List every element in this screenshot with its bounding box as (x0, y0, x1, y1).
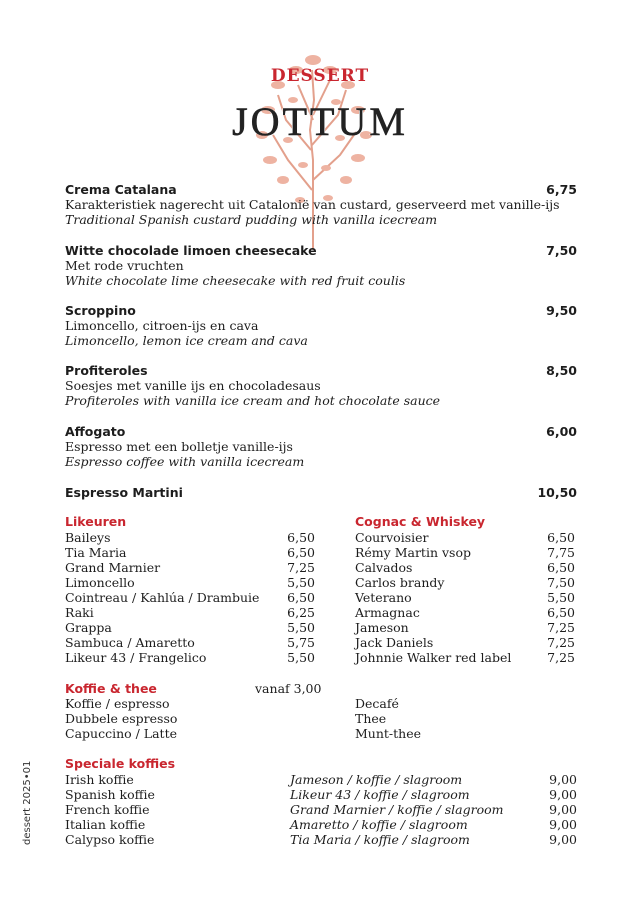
item-name: Limoncello (65, 575, 135, 590)
dish-name: Espresso Martini (65, 485, 183, 500)
item-name: Spanish koffie (65, 787, 155, 802)
dish-name: Witte chocolade limoen cheesecake (65, 243, 317, 258)
item-price: 5,50 (547, 590, 575, 605)
list-item (65, 575, 315, 590)
item-description: Amaretto / koffie / slagroom (290, 817, 468, 832)
item-description: Likeur 43 / koffie / slagroom (290, 787, 470, 802)
dish-description-en: Profiteroles with vanilla ice cream and hot chocolate sauce (65, 393, 441, 408)
list-item (355, 650, 575, 665)
list-item (65, 605, 315, 620)
list-item (65, 832, 577, 847)
likeuren-title: Likeuren (65, 514, 127, 529)
item-name: Tia Maria (65, 545, 127, 560)
dish-price: 8,50 (546, 363, 577, 378)
section-label: DESSERT (270, 66, 370, 86)
item-name: Irish koffie (65, 772, 134, 787)
item-name: Rémy Martin vsop (355, 545, 471, 560)
dish-item (65, 303, 577, 348)
dish-description-nl: Espresso met een bolletje vanille-ijs (65, 439, 293, 454)
list-item: Decafé (355, 696, 399, 711)
brand-logo: JOTTUM (232, 99, 408, 144)
item-price: 7,25 (547, 650, 575, 665)
item-price: 7,75 (547, 545, 575, 560)
item-price: 9,00 (549, 832, 577, 847)
item-price: 6,50 (287, 530, 315, 545)
list-item: Koffie / espresso (65, 696, 170, 711)
item-price: 6,50 (547, 530, 575, 545)
item-name: Jack Daniels (355, 635, 434, 650)
dish-item (65, 485, 577, 500)
list-item (355, 560, 575, 575)
dish-description-nl: Soesjes met vanille ijs en chocoladesaus (65, 378, 321, 393)
dish-description-nl: Met rode vruchten (65, 258, 184, 273)
item-price: 7,25 (287, 560, 315, 575)
dish-name: Affogato (65, 424, 126, 439)
item-description: Jameson / koffie / slagroom (290, 772, 463, 787)
item-price: 7,25 (547, 635, 575, 650)
list-item (355, 545, 575, 560)
item-name: Sambuca / Amaretto (65, 635, 195, 650)
item-price: 5,50 (287, 650, 315, 665)
item-name: Veterano (355, 590, 412, 605)
list-item: Dubbele espresso (65, 711, 178, 726)
likeuren-list (65, 530, 315, 665)
list-item (355, 605, 575, 620)
item-name: Calvados (355, 560, 413, 575)
dish-item (65, 182, 577, 227)
dish-item (65, 243, 577, 288)
item-description: Tia Maria / koffie / slagroom (290, 832, 470, 847)
item-price: 6,50 (547, 605, 575, 620)
dish-price: 10,50 (537, 485, 577, 500)
item-name: Cointreau / Kahlúa / Drambuie (65, 590, 260, 605)
koffie-title: Koffie & thee (65, 681, 157, 696)
dish-description-en: Limoncello, lemon ice cream and cava (65, 333, 308, 348)
list-item: Thee (355, 711, 387, 726)
side-label: dessert 2025•01 (22, 760, 33, 845)
dish-description-en: White chocolate lime cheesecake with red fruit coulis (65, 273, 406, 288)
item-name: Carlos brandy (355, 575, 445, 590)
list-item (355, 575, 575, 590)
list-item (65, 545, 315, 560)
dish-description-en: Traditional Spanish custard pudding with vanilla icecream (65, 212, 438, 227)
list-item (65, 620, 315, 635)
list-item (65, 772, 577, 787)
koffie-list-left (65, 696, 265, 741)
list-item (65, 817, 577, 832)
dish-description-nl: Limoncello, citroen-ijs en cava (65, 318, 259, 333)
cognac-list (355, 530, 575, 665)
list-item (65, 635, 315, 650)
item-name: Likeur 43 / Frangelico (65, 650, 207, 665)
dish-price: 6,75 (546, 182, 577, 197)
item-price: 7,50 (547, 575, 575, 590)
dish-item (65, 363, 577, 408)
item-name: Courvoisier (355, 530, 429, 545)
item-price: 5,50 (287, 575, 315, 590)
koffie-list-right (355, 696, 555, 741)
dish-name: Scroppino (65, 303, 136, 318)
speciale-title: Speciale koffies (65, 756, 176, 771)
list-item (355, 590, 575, 605)
list-item: Munt-thee (355, 726, 422, 741)
list-item (355, 530, 575, 545)
list-item (65, 650, 315, 665)
dish-price: 7,50 (546, 243, 577, 258)
item-name: Raki (65, 605, 94, 620)
item-price: 5,75 (287, 635, 315, 650)
item-price: 9,00 (549, 802, 577, 817)
item-name: Johnnie Walker red label (355, 650, 512, 665)
item-price: 9,00 (549, 817, 577, 832)
list-item (65, 560, 315, 575)
item-price: 6,50 (287, 590, 315, 605)
item-price: 6,50 (287, 545, 315, 560)
dish-name: Crema Catalana (65, 182, 177, 197)
dish-name: Profiteroles (65, 363, 148, 378)
item-name: French koffie (65, 802, 150, 817)
speciale-list (65, 772, 577, 847)
item-name: Grand Marnier (65, 560, 161, 575)
item-price: 7,25 (547, 620, 575, 635)
item-price: 9,00 (549, 787, 577, 802)
item-name: Armagnac (355, 605, 420, 620)
item-price: 5,50 (287, 620, 315, 635)
dish-price: 9,50 (546, 303, 577, 318)
item-name: Jameson (355, 620, 409, 635)
cognac-title: Cognac & Whiskey (355, 514, 486, 529)
koffie-price-from: vanaf 3,00 (255, 681, 322, 696)
list-item (355, 635, 575, 650)
item-description: Grand Marnier / koffie / slagroom (290, 802, 504, 817)
list-item (355, 620, 575, 635)
item-name: Italian koffie (65, 817, 146, 832)
dish-price: 6,00 (546, 424, 577, 439)
dish-description-nl: Karakteristiek nagerecht uit Catalonië van custard, geserveerd met vanille-ijs (65, 197, 560, 212)
item-price: 6,50 (547, 560, 575, 575)
list-item: Capuccino / Latte (65, 726, 177, 741)
list-item (65, 787, 577, 802)
list-item (65, 802, 577, 817)
item-price: 9,00 (549, 772, 577, 787)
dish-item (65, 424, 577, 469)
dish-description-en: Espresso coffee with vanilla icecream (65, 454, 305, 469)
item-name: Calypso koffie (65, 832, 155, 847)
list-item (65, 590, 315, 605)
item-name: Baileys (65, 530, 111, 545)
list-item (65, 530, 315, 545)
item-name: Grappa (65, 620, 112, 635)
item-price: 6,25 (287, 605, 315, 620)
